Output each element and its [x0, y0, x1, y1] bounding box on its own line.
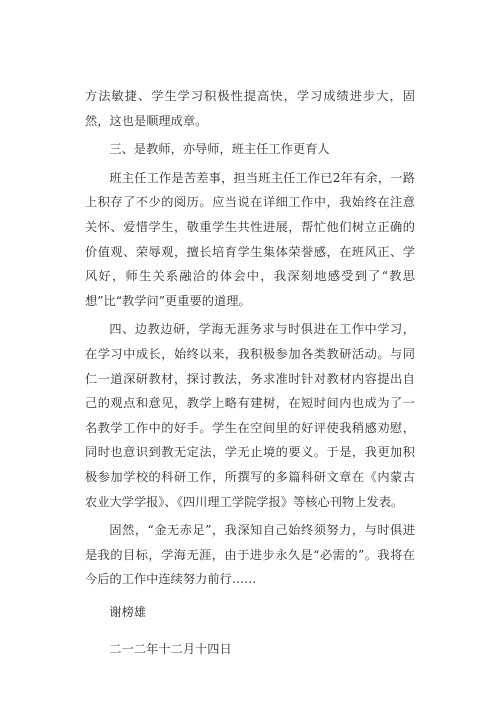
document-body [85, 84, 415, 662]
paragraph-conclusion: 固然，“金无赤足”，我深知自己始终须努力，与时俱进是我的目标，学海无涯，由于进步永久是“必需的”。我将在今后的工作中连续努力前行…… [85, 523, 415, 587]
signature-name: 谢榜雄 [109, 604, 147, 619]
paragraph-continuation: 方法敏捷、学生学习积极性提高快，学习成绩进步大，固然，这也是顺理成章。 [85, 89, 415, 128]
paragraph-teaching-research: 四、边教边研，学海无涯务求与时俱进在工作中学习，在学习中成长，始终以来，我积极参加各类教研活动。与同仁一道深研教材，探讨教法，务求准时针对教材内容提出自己的观点和意见，教学上略有建树，在短时间内也成为了一名教学工作中的好手。学生在空间里的好评使我稍感劝慰，同时也意识到教无定法，学无止境的要义。于是，我更加积极参加学校的科研工作，所撰写的多篇科研文章在《内蒙古农业大学学报》、《四川理工学院学报》等核心刊物上发表。 [85, 322, 415, 509]
signature-date: 二一二年十二月十四日 [109, 642, 232, 657]
section-heading-three: 三、是教师，亦导师，班主任工作更育人 [109, 142, 330, 157]
paragraph-class-teacher: 班主任工作是苦差事，担当班主任工作已2年有余，一路上积存了不少的阅历。应当说在详细工作中，我始终在注意关怀、爱惜学生，敬重学生共性进展，帮忙他们树立正确的价值观、荣辱观，擅长培育学生集体荣誉感，在班风正、学风好，师生关系融洽的体会中，我深刻地感受到了“教思想”比“教学问”更重要的道理。 [85, 170, 415, 308]
